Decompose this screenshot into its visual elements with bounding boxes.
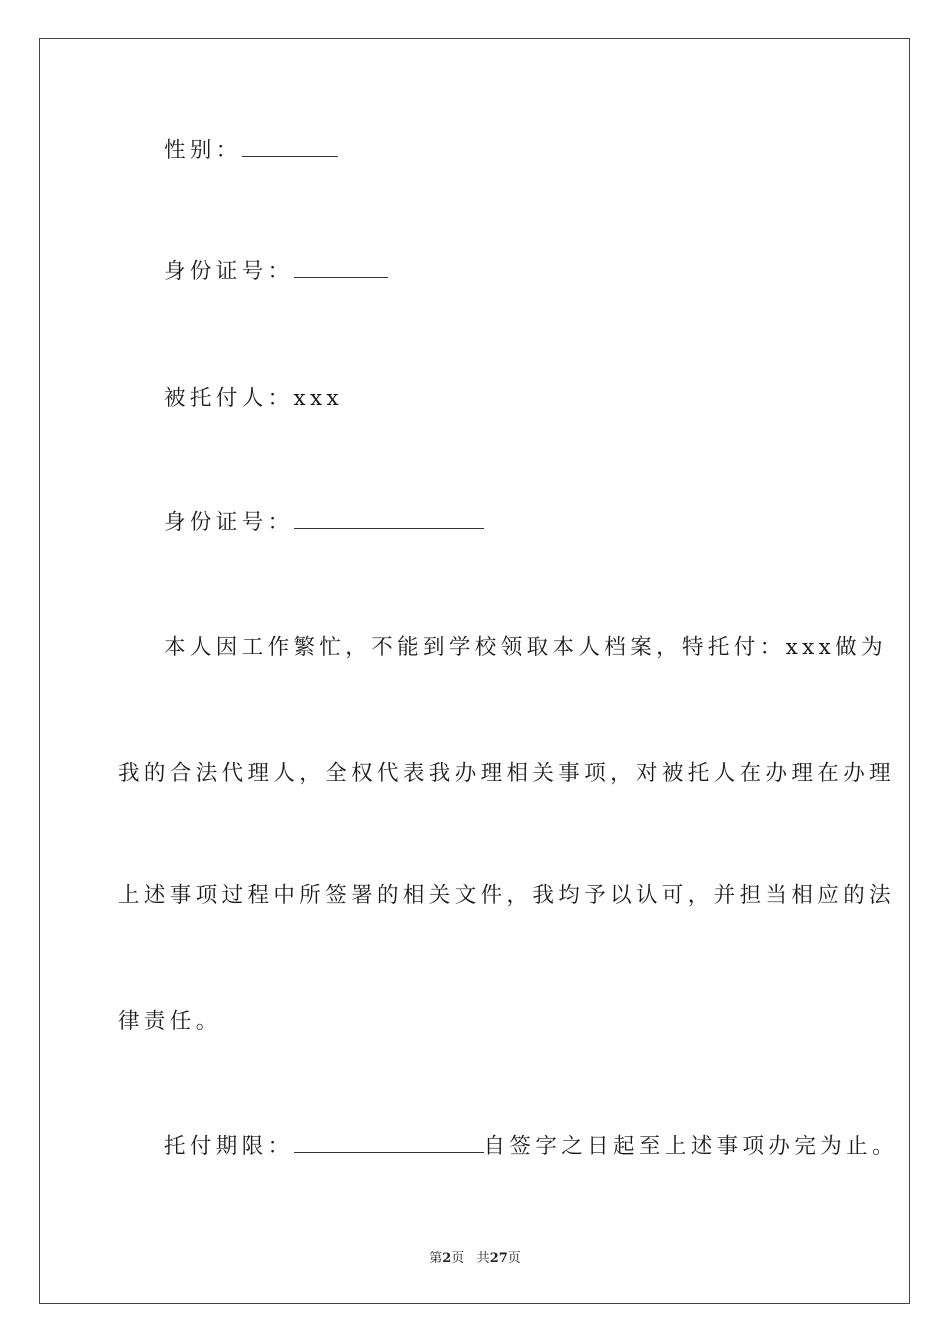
footer-page-unit: 页 (451, 1251, 465, 1266)
body-line-4: 律责任。 (118, 1009, 222, 1034)
footer-total-pages: 27 (489, 1251, 508, 1266)
period-field (164, 1132, 898, 1162)
body-line-3: 上述事项过程中所签署的相关文件，我均予以认可，并担当相应的法 (118, 883, 896, 908)
id-blank-1[interactable] (294, 257, 388, 278)
body-line-2: 我的合法代理人，全权代表我办理相关事项，对被托人在办理在办理 (118, 761, 896, 786)
id-field-1 (164, 257, 388, 287)
gender-label: 性别： (164, 138, 242, 163)
period-label: 托付期限： (164, 1134, 294, 1159)
period-blank[interactable] (294, 1132, 484, 1153)
footer-total-unit: 页 (507, 1251, 521, 1266)
gender-blank[interactable] (242, 136, 338, 157)
footer-page-number: 2 (442, 1251, 452, 1266)
page-frame (39, 38, 910, 1304)
id-label-2: 身份证号： (164, 510, 294, 535)
id-field-2 (164, 508, 484, 538)
gender-field (164, 136, 338, 166)
trustee-label: 被托付人：xxx (164, 386, 344, 411)
trustee-field (164, 384, 343, 414)
footer-prefix: 第 (429, 1251, 443, 1266)
id-label-1: 身份证号： (164, 259, 294, 284)
page-footer (0, 1247, 950, 1266)
body-line-1: 本人因工作繁忙，不能到学校领取本人档案，特托付：xxx做为 (164, 635, 887, 660)
period-suffix: 自签字之日起至上述事项办完为止。 (483, 1134, 898, 1159)
footer-total-prefix: 共 (476, 1251, 490, 1266)
id-blank-2[interactable] (294, 508, 484, 529)
